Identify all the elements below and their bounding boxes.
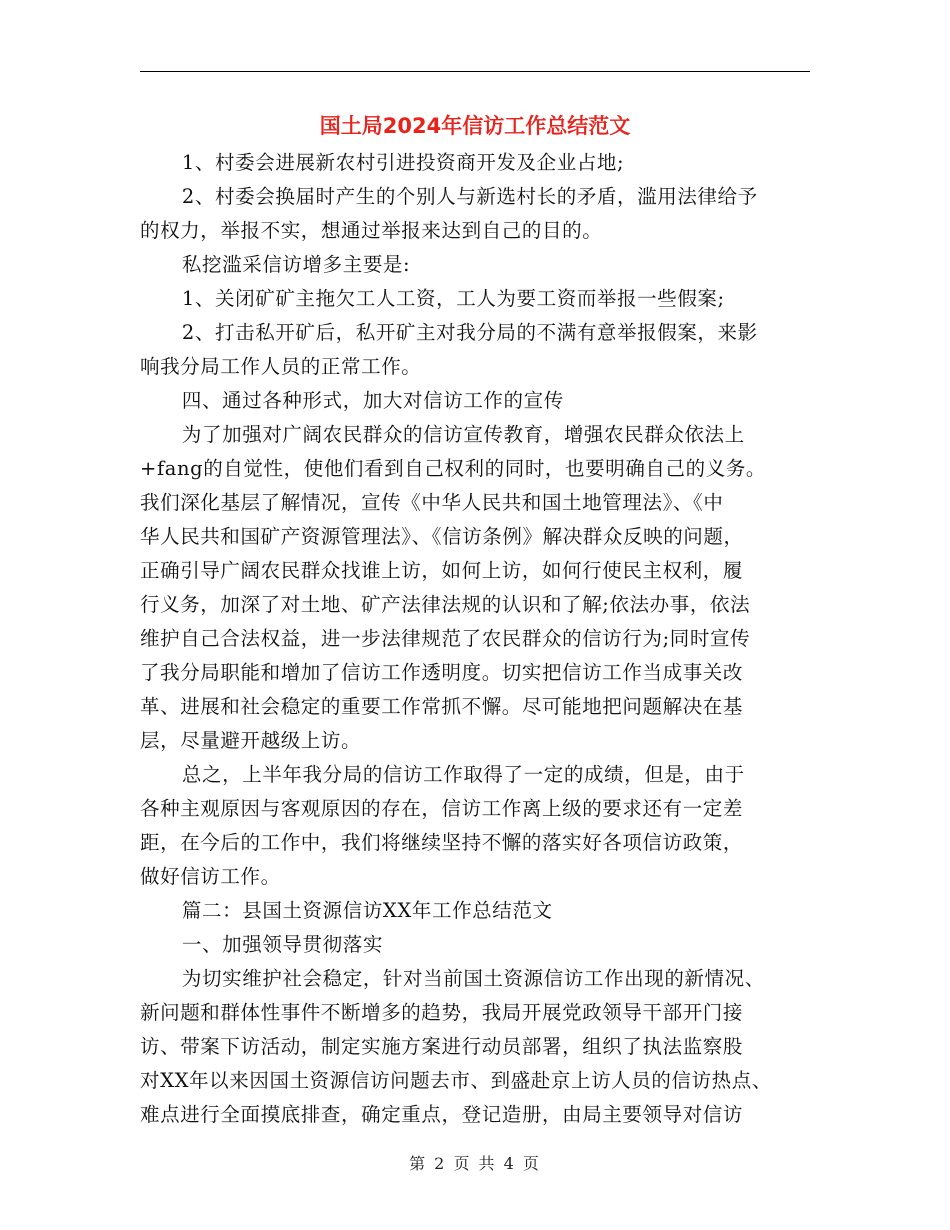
paragraph-line: 我们深化基层了解情况，宣传《中华人民共和国土地管理法》、《中 — [140, 491, 724, 514]
page-number: 第 2 页 共 4 页 — [409, 1154, 541, 1173]
paragraph-line: 的权力，举报不实，想通过举报来达到自己的目的。 — [140, 219, 603, 242]
header-rule — [140, 71, 810, 72]
paragraph-line: 为了加强对广阔农民群众的信访宣传教育，增强农民群众依法上 — [181, 423, 745, 446]
section-heading: 四、通过各种形式，加大对信访工作的宣传 — [181, 389, 564, 412]
paragraph-line: 新问题和群体性事件不断增多的趋势，我局开展党政领导干部开门接 — [140, 1001, 744, 1024]
paragraph-line: 各种主观原因与客观原因的存在，信访工作离上级的要求还有一定差 — [140, 797, 744, 820]
paragraph-line: 对XX年以来因国土资源信访问题去市、到盛赴京上访人员的信访热点、 — [140, 1069, 772, 1092]
paragraph-line: 1、关闭矿矿主拖欠工人工资，工人为要工资而举报一些假案; — [181, 287, 725, 310]
section-heading: 一、加强领导贯彻落实 — [181, 933, 383, 956]
paragraph-line: +fang的自觉性，使他们看到自己权利的同时，也要明确自己的义务。 — [140, 457, 767, 480]
paragraph-line: 1、村委会进展新农村引进投资商开发及企业占地; — [181, 151, 625, 174]
section-heading: 篇二：县国土资源信访XX年工作总结范文 — [181, 899, 553, 922]
paragraph-line: 革、进展和社会稳定的重要工作常抓不懈。尽可能地把问题解决在基 — [140, 695, 744, 718]
document-body — [140, 146, 812, 1132]
paragraph-line: 访、带案下访活动，制定实施方案进行动员部署，组织了执法监察股 — [140, 1035, 744, 1058]
paragraph-line: 华人民共和国矿产资源管理法》、《信访条例》解决群众反映的问题， — [140, 525, 744, 548]
paragraph-line: 响我分局工作人员的正常工作。 — [140, 355, 422, 378]
paragraph-line: 维护自己合法权益，进一步法律规范了农民群众的信访行为;同时宣传 — [140, 627, 751, 650]
paragraph-line: 难点进行全面摸底排查，确定重点，登记造册，由局主要领导对信访 — [140, 1103, 744, 1126]
paragraph-line: 层，尽量避开越级上访。 — [140, 729, 362, 752]
paragraph-line: 私挖滥采信访增多主要是: — [181, 253, 411, 276]
paragraph-line: 2、村委会换届时产生的个别人与新选村长的矛盾，滥用法律给予 — [181, 185, 758, 208]
paragraph-line: 距，在今后的工作中，我们将继续坚持不懈的落实好各项信访政策， — [140, 831, 744, 854]
paragraph-line: 正确引导广阔农民群众找谁上访，如何上访，如何行使民主权利，履 — [140, 559, 744, 582]
paragraph-line: 了我分局职能和增加了信访工作透明度。切实把信访工作当成事关改 — [140, 661, 744, 684]
document-title: 国土局2024年信访工作总结范文 — [319, 114, 631, 138]
paragraph-line: 为切实维护社会稳定，针对当前国土资源信访工作出现的新情况、 — [181, 967, 765, 990]
paragraph-line: 做好信访工作。 — [140, 865, 281, 888]
paragraph-line: 行义务，加深了对土地、矿产法律法规的认识和了解;依法办事，依法 — [140, 593, 751, 616]
paragraph-line: 总之，上半年我分局的信访工作取得了一定的成绩，但是，由于 — [181, 763, 745, 786]
paragraph-line: 2、打击私开矿后，私开矿主对我分局的不满有意举报假案，来影 — [181, 321, 758, 344]
